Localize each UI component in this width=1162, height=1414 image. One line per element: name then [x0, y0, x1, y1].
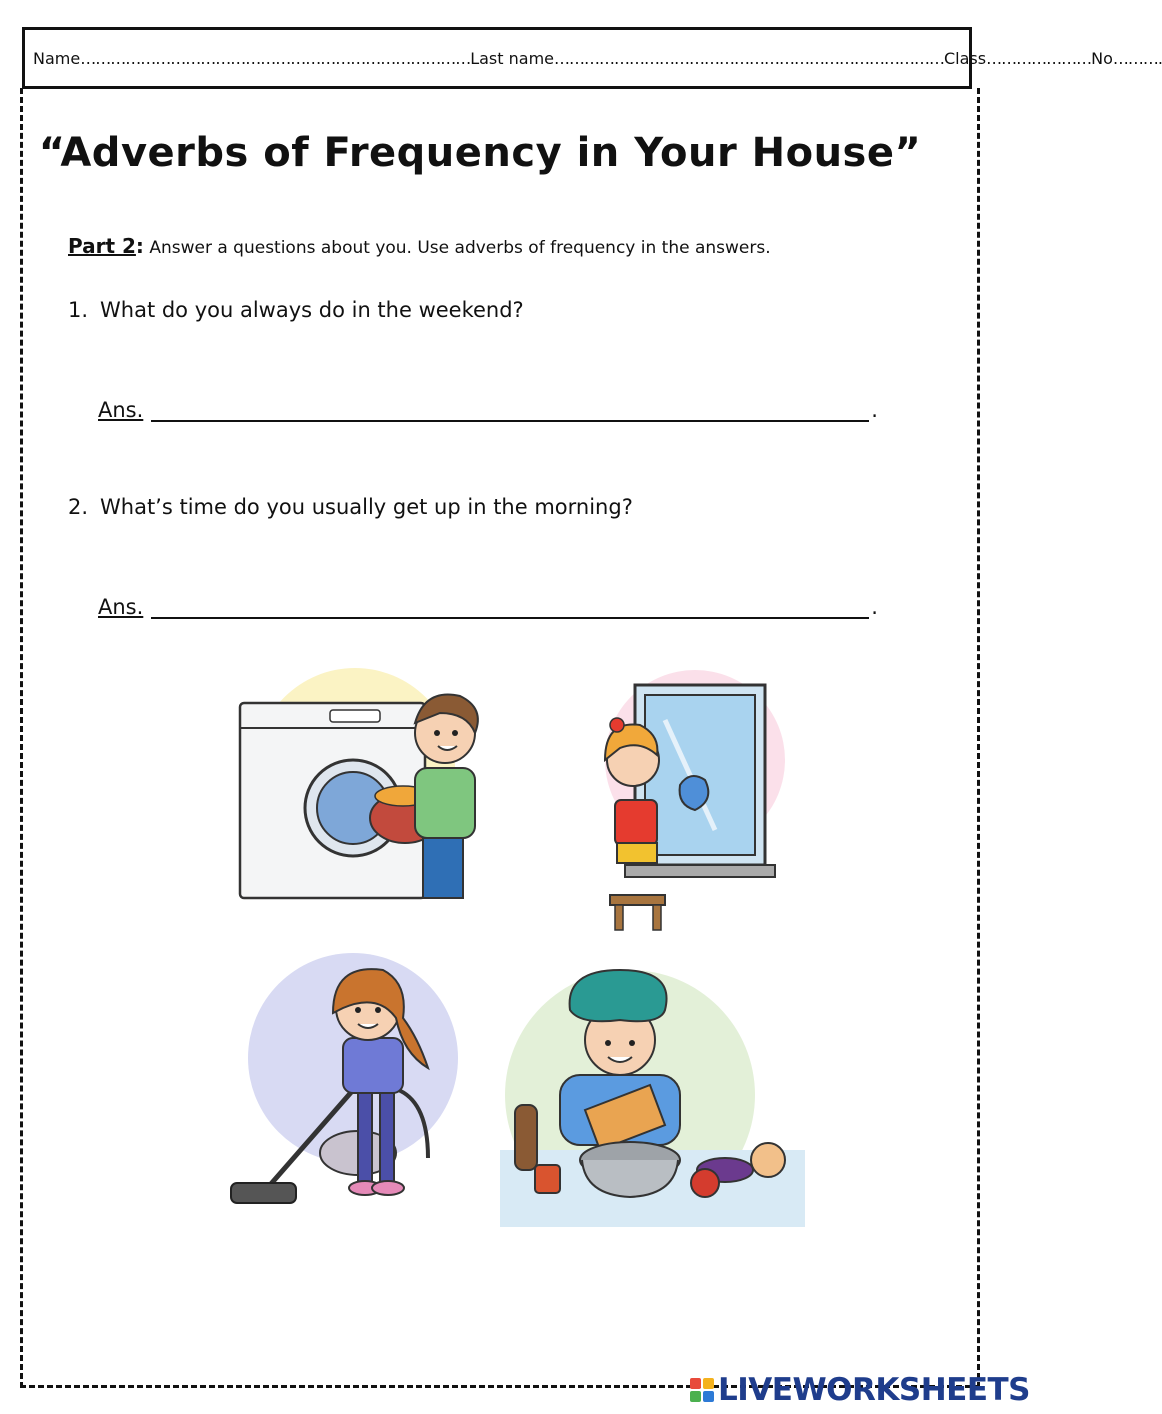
name-field[interactable]: ……………………………………………………………………: [80, 48, 471, 68]
no-field[interactable]: ……….: [1112, 48, 1162, 68]
window-cleaning-illustration: [565, 660, 785, 940]
last-name-label: Last name: [470, 48, 554, 68]
name-label: Name: [33, 48, 81, 68]
liveworksheets-logo: [690, 1372, 1030, 1408]
answer-2: [98, 595, 878, 619]
question-1: [68, 298, 524, 322]
part-label: Part 2: [68, 234, 136, 258]
question-text: What do you always do in the weekend?: [100, 298, 524, 322]
worksheet-title: “Adverbs of Frequency in Your House”: [38, 130, 922, 176]
class-field[interactable]: …………………: [986, 48, 1092, 68]
part-colon: :: [135, 234, 144, 258]
answer-1: [98, 398, 878, 422]
last-name-field[interactable]: ……………………………………………………………………: [554, 48, 944, 68]
class-label: Class: [944, 48, 987, 68]
answer-end-dot: .: [871, 595, 878, 619]
part-instruction: [68, 234, 771, 258]
vacuum-illustration: [228, 958, 463, 1228]
answer-end-dot: .: [871, 398, 878, 422]
answer-2-input[interactable]: [151, 597, 869, 619]
logo-text: LIVEWORKSHEETS: [718, 1372, 1030, 1408]
question-number: 2.: [68, 495, 89, 519]
logo-mark-icon: [690, 1378, 714, 1402]
answer-label: Ans.: [98, 398, 144, 422]
answer-1-input[interactable]: [151, 400, 869, 422]
no-label: No: [1091, 48, 1113, 68]
washing-machine-illustration: [235, 668, 495, 903]
question-2: [68, 495, 633, 519]
question-text: What’s time do you usually get up in the morning?: [100, 495, 633, 519]
answer-label: Ans.: [98, 595, 144, 619]
cooking-illustration: [500, 965, 805, 1227]
student-info-header: [22, 27, 1162, 89]
question-number: 1.: [68, 298, 89, 322]
instruction-text: Answer a questions about you. Use adverbs of frequency in the answers.: [149, 238, 771, 258]
